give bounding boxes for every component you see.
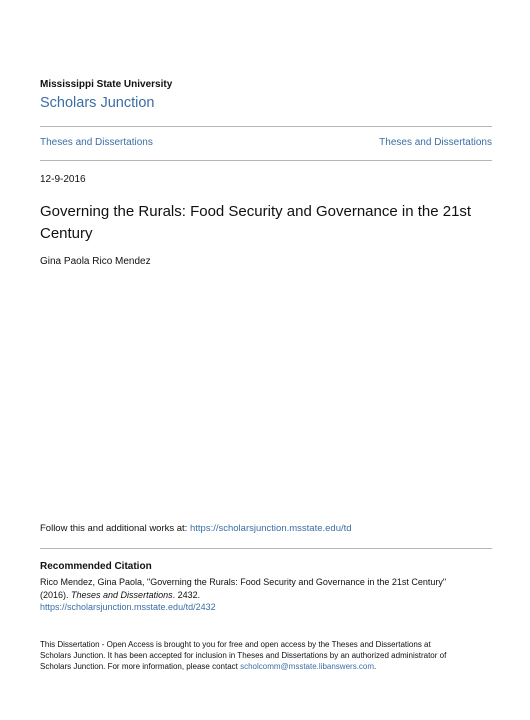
document-date: 12-9-2016 [40, 174, 86, 185]
follow-text: Follow this and additional works at: [40, 523, 190, 534]
divider-collection [40, 160, 492, 161]
contact-email-link[interactable]: scholcomm@msstate.libanswers.com [240, 662, 375, 671]
access-statement [40, 639, 492, 672]
access-line-3 [40, 661, 492, 672]
follow-line [40, 523, 352, 534]
access-line-1: This Dissertation - Open Access is brought to you for free and open access by the Theses and Dissertations at [40, 640, 431, 649]
citation-line-2 [40, 589, 492, 602]
repository-name[interactable]: Scholars Junction [40, 95, 155, 111]
institution-name: Mississippi State University [40, 79, 173, 90]
divider-top [40, 126, 492, 127]
document-author: Gina Paola Rico Mendez [40, 256, 151, 267]
citation-heading: Recommended Citation [40, 561, 152, 572]
divider-citation [40, 548, 492, 549]
citation-series: Theses and Dissertations [71, 589, 173, 600]
access-line-2: Scholars Junction. It has been accepted for inclusion in Theses and Dissertations by an authorized administrator of [40, 651, 447, 660]
access-line-3-prefix: Scholars Junction. For more information, please contact [40, 662, 241, 671]
citation-block [40, 576, 492, 614]
citation-line-1: Rico Mendez, Gina Paola, "Governing the Rurals: Food Security and Governance in the 21st Century" [40, 577, 447, 587]
citation-url-link[interactable]: https://scholarsjunction.msstate.edu/td/2432 [40, 602, 216, 612]
access-line-3-suffix: . [374, 662, 377, 671]
collection-link-right[interactable]: Theses and Dissertations [379, 137, 492, 148]
follow-url-link[interactable]: https://scholarsjunction.msstate.edu/td [189, 523, 352, 534]
cover-page [40, 0, 492, 720]
citation-year: (2016). [40, 589, 72, 600]
citation-number: . 2432. [172, 589, 201, 600]
collection-link-left[interactable]: Theses and Dissertations [40, 137, 153, 148]
document-title: Governing the Rurals: Food Security and Governance in the 21st Century [40, 203, 472, 242]
